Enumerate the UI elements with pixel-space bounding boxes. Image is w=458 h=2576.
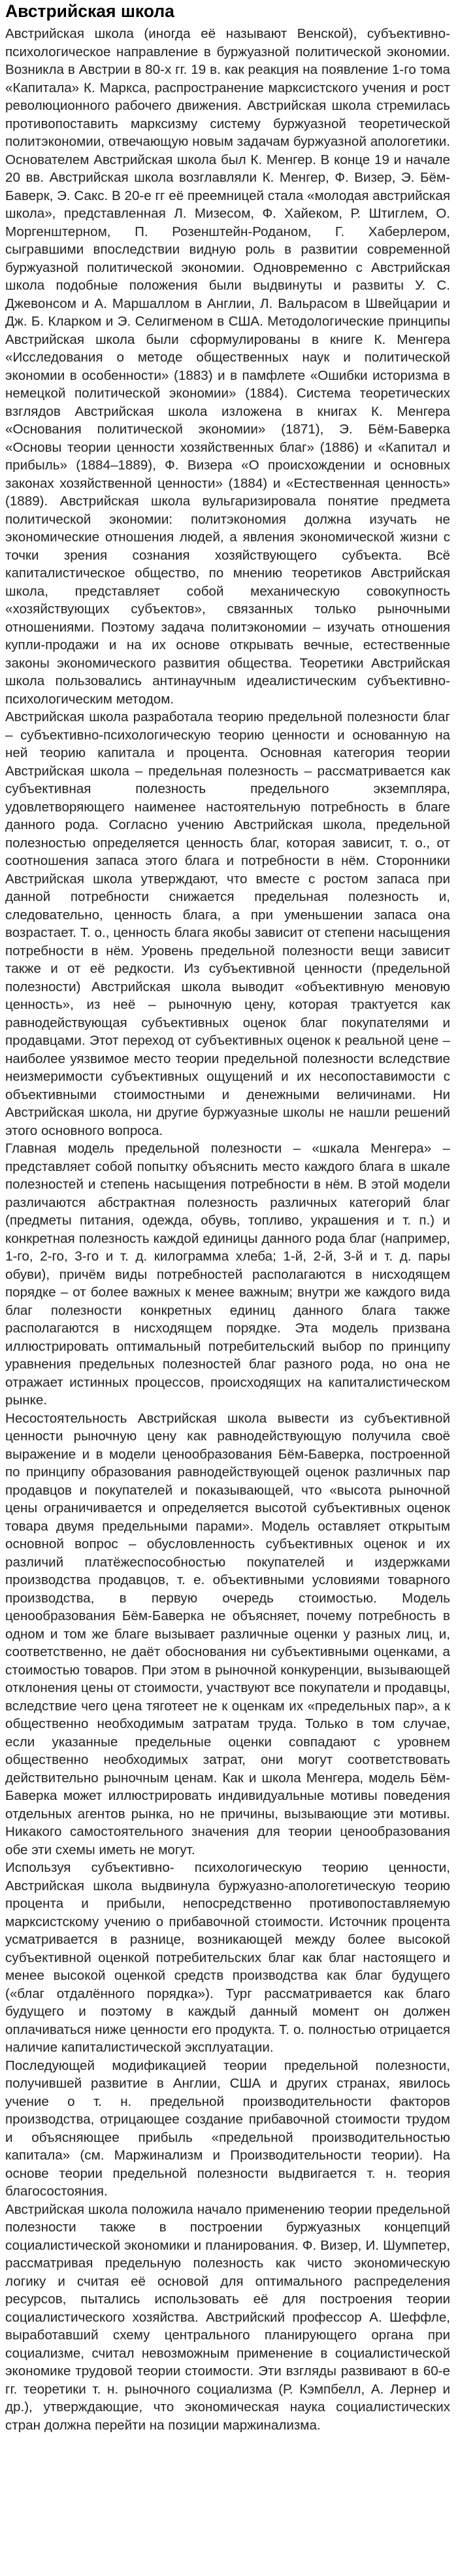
article-title: Австрийская школа <box>5 1 174 21</box>
paragraph-7: Австрийская школа положила начало применению теории предельной полезности также в построении буржуазных концепций социалистической экономики и планирования. Ф. Визер, И. Шумпетер, рассматривая предельную полезность как чисто экономическую логику и считая её основой для оптимального распределения ресурсов, пытались использовать её для построения теории социалистического хозяйства. Австрийский профессор А. Шеффле, выработавший схему центрального планирующего органа при социализме, считал невозможным применение в социалистической экономике трудовой теории стоимости. Эти взгляды развивают в 60-е гг. теоретики т. н. рыночного социализма (Р. Кэмпбелл, А. Лернер и др.), утверждающие, что экономическая наука социалистических стран должна перейти на позиции маржинализма. <box>5 2201 450 2433</box>
paragraph-5: Используя субъективно- психологическую теорию ценности, Австрийская школа выдвинула буржуазно-апологетическую теорию процента и прибыли, непосредственно противопоставляемую марксистскому учению о прибавочной стоимости. Источник процента усматривается в разнице, возникающей между более высокой субъективной оценкой потребительских благ как благ настоящего и менее высокой оценкой средств производства как благ будущего («благ отдалённого порядка»). Тург рассматривается как благо будущего и поэтому в каждый данный момент он должен оплачиваться ниже ценности его продукта. Т. о. полностью отрицается наличие капиталистической эксплуатации. <box>5 1860 450 2055</box>
article-body <box>5 25 450 2434</box>
paragraph-2: Австрийская школа разработала теорию предельной полезности благ – субъективно-психологическую теорию ценности и основанную на ней теорию капитала и процента. Основная категория теории Австрийская школа – предельная полезность – рассматривается как субъективная полезность предельного экземпляра, удовлетворяющего наименее настоятельную потребность в благе данного рода. Согласно учению Австрийская школа, предельной полезностью определяется ценность благ, которая зависит, т. о., от соотношения запаса этого блага и потребности в нём. Сторонники Австрийская школа утверждают, что вместе с ростом запаса при данной потребности снижается предельная полезность и, следовательно, ценность блага, а при уменьшении запаса она возрастает. Т. о., ценность блага якобы зависит от степени насыщения потребности в нём. Уровень предельной полезности вещи зависит также и от её редкости. Из субъективной ценности (предельной полезности) Австрийская школа выводит «объективную меновую ценность», из неё – рыночную цену, которая трактуется как равнодействующая субъективных оценок благ покупателями и продавцами. Этот переход от субъективных оценок к реальной цене – наиболее уязвимое место теории предельной полезности вследствие неизмеримости субъективных ощущений и их несопоставимости с объективными стоимостными и денежными величинами. Ни Австрийская школа, ни другие буржуазные школы не нашли решений этого основного вопроса. <box>5 709 450 1138</box>
paragraph-1: Австрийская школа (иногда её называют Венской), субъективно-психологическое направление в буржуазной политической экономии. Возникла в Австрии в 80-х гг. 19 в. как реакция на появление 1-го тома «Капитала» К. Маркса, распространение марксистского учения и рост революционного рабочего движения. Австрийская школа стремилась противопоставить марксизму систему буржуазной теоретической политэкономии, отвечающую новым задачам буржуазной апологетики. Основателем Австрийская школа был К. Менгер. В конце 19 и начале 20 вв. Австрийская школа возглавляли К. Менгер, Ф. Визер, Э. Бём-Баверк, Э. Сакс. В 20-е гг её преемницей стала «молодая австрийская школа», представленная Л. Мизесом, Ф. Хайеком, Р. Штиглем, О. Моргенштерном, П. Розенштейн-Роданом, Г. Хаберлером, сыгравшими впоследствии видную роль в развитии современной буржуазной политической экономии. Одновременно с Австрийская школа подобные положения были выдвинуты и развиты У. С. Джевонсом и А. Маршаллом в Англии, Л. Вальрасом в Швейцарии и Дж. Б. Кларком и Э. Селигменом в США. Методологические принципы Австрийская школа были сформулированы в книге К. Менгера «Исследования о методе общественных наук и политической экономии в особенности» (1883) и в памфлете «Ошибки историзма в немецкой политической экономии» (1884). Система теоретических взглядов Австрийская школа изложена в книгах К. Менгера «Основания политической экономии» (1871), Э. Бём-Баверка «Основы теории ценности хозяйственных благ» (1886) и «Капитал и прибыль» (1884–1889), Ф. Визера «О происхождении и основных законах хозяйственной ценности» (1884) и «Естественная ценность» (1889). Австрийская школа вульгаризировала понятие предмета политической экономии: политэкономия должна изучать не экономические отношения людей, а явления экономической жизни с точки зрения сознания хозяйствующего субъекта. Всё капиталистическое общество, по мнению теоретиков Австрийская школа, представляет собой механическую совокупность «хозяйствующих субъектов», связанных только рыночными отношениями. Поэтому задача политэкономии – изучать отношения купли-продажи и на их основе открывать вечные, естественные законы экономического развития общества. Теоретики Австрийская школа пользовались антинаучным идеалистическим субъективно-психологическим методом. <box>5 26 450 707</box>
paragraph-6: Последующей модификацией теории предельной полезности, получившей развитие в Англии, США и других странах, явилось учение о т. н. предельной производительности факторов производства, отрицающее создание прибавочной стоимости трудом и объясняющее прибыль «предельной производительностью капитала» (см. Маржинализм и Производительности теории). На основе теории предельной полезности выдвигается т. н. теория благосостояния. <box>5 2058 450 2199</box>
paragraph-4: Несостоятельность Австрийская школа вывести из субъективной ценности рыночную цену как равнодействующую получила своё выражение и в модели ценообразования Бём-Баверка, построенной по принципу образования равнодействующей оценок различных пар продавцов и покупателей и показывающей, что «высота рыночной цены ограничивается и определяется высотой субъективных оценок товара двумя предельными парами». Модель оставляет открытым основной вопрос – обусловленность субъективных оценок и их различий платёжеспособностью покупателей и издержками производства продавцов, т. е. объективными условиями товарного производства, в первую очередь стоимостью. Модель ценообразования Бём-Баверка не объясняет, почему потребность в одном и том же благе вызывает различные оценки у разных лиц, и, соответственно, не даёт обоснования ни субъективными оценками, а стоимостью товаров. При этом в рыночной конкуренции, вызывающей отклонения цены от стоимости, участвуют все покупатели и продавцы, вследствие чего цена тяготеет не к оценкам их «предельных пар», а к общественно необходимым затратам труда. Только в том случае, если указанные предельные оценки совпадают с уровнем общественно необходимых затрат, они могут соответствовать действительно рыночным ценам. Как и школа Менгера, модель Бём-Баверка может иллюстрировать индивидуальные мотивы поведения отдельных агентов рынка, но не причины, вызывающие эти мотивы. Никакого самостоятельного значения для теории ценообразования обе эти схемы иметь не могут. <box>5 1410 450 1857</box>
paragraph-3: Главная модель предельной полезности – «шкала Менгера» – представляет собой попытку объяснить место каждого блага в шкале полезностей и степень насыщения потребности в нём. В этой модели различаются абстрактная полезность различных категорий благ (предметы питания, одежда, обувь, топливо, украшения и т. п.) и конкретная полезность каждой единицы данного рода благ (например, 1-го, 2-го, 3-го и т. д. килограмма хлеба; 1-й, 2-й, 3-й и т. д. пары обуви), причём виды потребностей располагаются в нисходящем порядке – от более важных к менее важным; внутри же каждого вида благ полезности конкретных единиц данного блага также располагаются в нисходящем порядке. Эта модель призвана иллюстрировать оптимальный потребительский выбор по принципу уравнения предельных полезностей благ разного рода, но она не отражает истинных процессов, происходящих на капиталистическом рынке. <box>5 1141 450 1408</box>
